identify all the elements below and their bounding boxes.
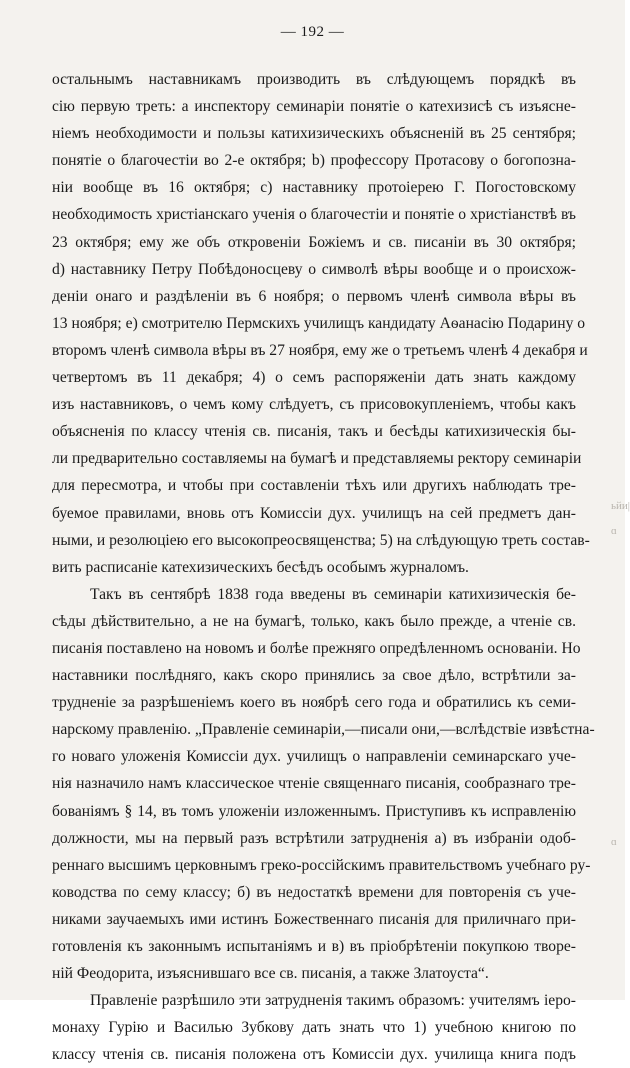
text-line: второмъ членѣ символа вѣры въ 27 ноября, ему же о третьемъ членѣ 4 декабря и <box>52 341 588 359</box>
text-line: ніи вообще въ 16 октября; с) наставнику протоіерею Г. Погостовскому <box>52 179 576 197</box>
paragraph <box>52 66 590 581</box>
text-line: 13 ноября; е) смотрителю Пермскихъ училищъ кандидату Аѳанасію Подарину о <box>52 314 586 332</box>
text-line: нарскому правленію. „Правленіе семинаріи,—писали они,—вслѣдствіе извѣстна- <box>52 721 595 739</box>
paragraph <box>52 581 595 987</box>
text-line: ными, и резолюціею его высокопреосвященства; 5) на слѣдующую треть состав- <box>52 531 590 549</box>
text-line: для пересмотра, и чтобы при составленіи тѣхъ или другихъ наблюдать тре- <box>52 477 576 495</box>
text-line: буемое правилами, вновь отъ Комиссіи дух. училищъ на сей предметъ дан- <box>52 504 576 522</box>
text-line: 23 октября; ему же объ откровеніи Божіемъ и св. писаніи въ 30 октября; <box>52 233 576 251</box>
text-line: ководства по сему классу; б) въ недостаткѣ времени для повторенія съ уче- <box>52 883 576 901</box>
text-line: ній Феодорита, изъяснившаго все св. писанія, а также Златоуста“. <box>52 965 489 983</box>
page-number: — 192 — <box>280 24 345 40</box>
bleed-through-mark: ьйи| <box>611 500 630 512</box>
text-line: го новаго уложенія Комиссіи дух. училищъ о направленіи семинарскаго уче- <box>52 748 576 766</box>
text-line: Такъ въ сентябрѣ 1838 года введены въ семинаріи катихизическія бе- <box>90 585 576 603</box>
text-line: Правленіе разрѣшило эти затрудненія такимъ образомъ: учителямъ іеро- <box>90 992 576 1010</box>
text-line: понятіе о благочестіи во 2-е октября; b) профессору Протасову о богопозна- <box>52 152 576 170</box>
text-line: объясненія по классу чтенія св. писанія, такъ и бесѣды катихизическія бы- <box>52 423 576 441</box>
bleed-through-mark: ɑ <box>611 836 617 848</box>
text-line: монаху Гурію и Василью Зубкову дать знать что 1) учебною книгою по <box>52 1019 576 1037</box>
text-line: необходимость христіанскаго ученія о благочестіи и понятіе о христіанствѣ въ <box>52 206 576 224</box>
text-line: писанія поставлено на новомъ и болѣе прежняго опредѣленномъ основаніи. Но <box>52 639 581 657</box>
text-line: бованіямъ § 14, въ томъ уложеніи изложеннымъ. Приступивъ къ исправленію <box>52 802 576 820</box>
text-line: наставники послѣдняго, какъ скоро принялись за свое дѣло, встрѣтили за- <box>52 667 576 685</box>
body-text <box>52 66 595 1068</box>
text-line: трудненіе за разрѣшеніемъ коего въ ноябрѣ сего года и обратились къ семи- <box>52 694 576 712</box>
text-line: ли предварительно составляемы на бумагѣ и представляемы ректору семинаріи <box>52 450 582 468</box>
text-line: остальнымъ наставникамъ производить въ слѣдующемъ порядкѣ въ <box>52 71 576 88</box>
text-line: изъ наставниковъ, о чемъ кому слѣдуетъ, съ присовокупленіемъ, чтобы какъ <box>52 396 576 414</box>
text-line: d) наставнику Петру Побѣдоносцеву о символѣ вѣры вообще и о происхож- <box>52 260 576 278</box>
text-line: готовленія къ законнымъ испытаніямъ и в) въ пріобрѣтеніи покупкою творе- <box>52 938 576 955</box>
text-line: реннаго высшимъ церковнымъ греко-россійскимъ правительствомъ учебнаго ру- <box>52 856 591 874</box>
text-line: четвертомъ въ 11 декабря; 4) о семъ распоряженіи дать знать каждому <box>52 369 576 387</box>
text-line: сѣды дѣйствительно, а не на бумагѣ, только, какъ было прежде, а чтеніе св. <box>52 612 576 630</box>
text-line: деніи онаго и раздѣленіи въ 6 ноября; о первомъ членѣ символа вѣры въ <box>52 287 576 305</box>
text-line: нія назначило намъ классическое чтеніе священнаго писанія, сообразнаго тре- <box>52 775 576 793</box>
bleed-through-mark: ɑ <box>611 525 617 537</box>
text-line: сію первую треть: а инспектору семинаріи понятіе о катехизисѣ съ изъясне- <box>52 98 576 116</box>
text-line: никами заучаемыхъ ими истинъ Божественнаго писанія для приличнаго при- <box>52 910 576 928</box>
text-line: должности, мы на первый разъ встрѣтили затрудненія а) въ избраніи одоб- <box>52 829 576 847</box>
paragraph <box>52 987 576 1068</box>
text-line: ніемъ необходимости и пользы катихизическихъ объясненій въ 25 сентября; <box>52 125 576 143</box>
text-line: вить расписаніе катехизическихъ бесѣдъ особымъ журналомъ. <box>52 558 469 576</box>
text-line: классу чтенія св. писанія положена отъ Комиссіи дух. училища книга подъ <box>52 1046 576 1064</box>
